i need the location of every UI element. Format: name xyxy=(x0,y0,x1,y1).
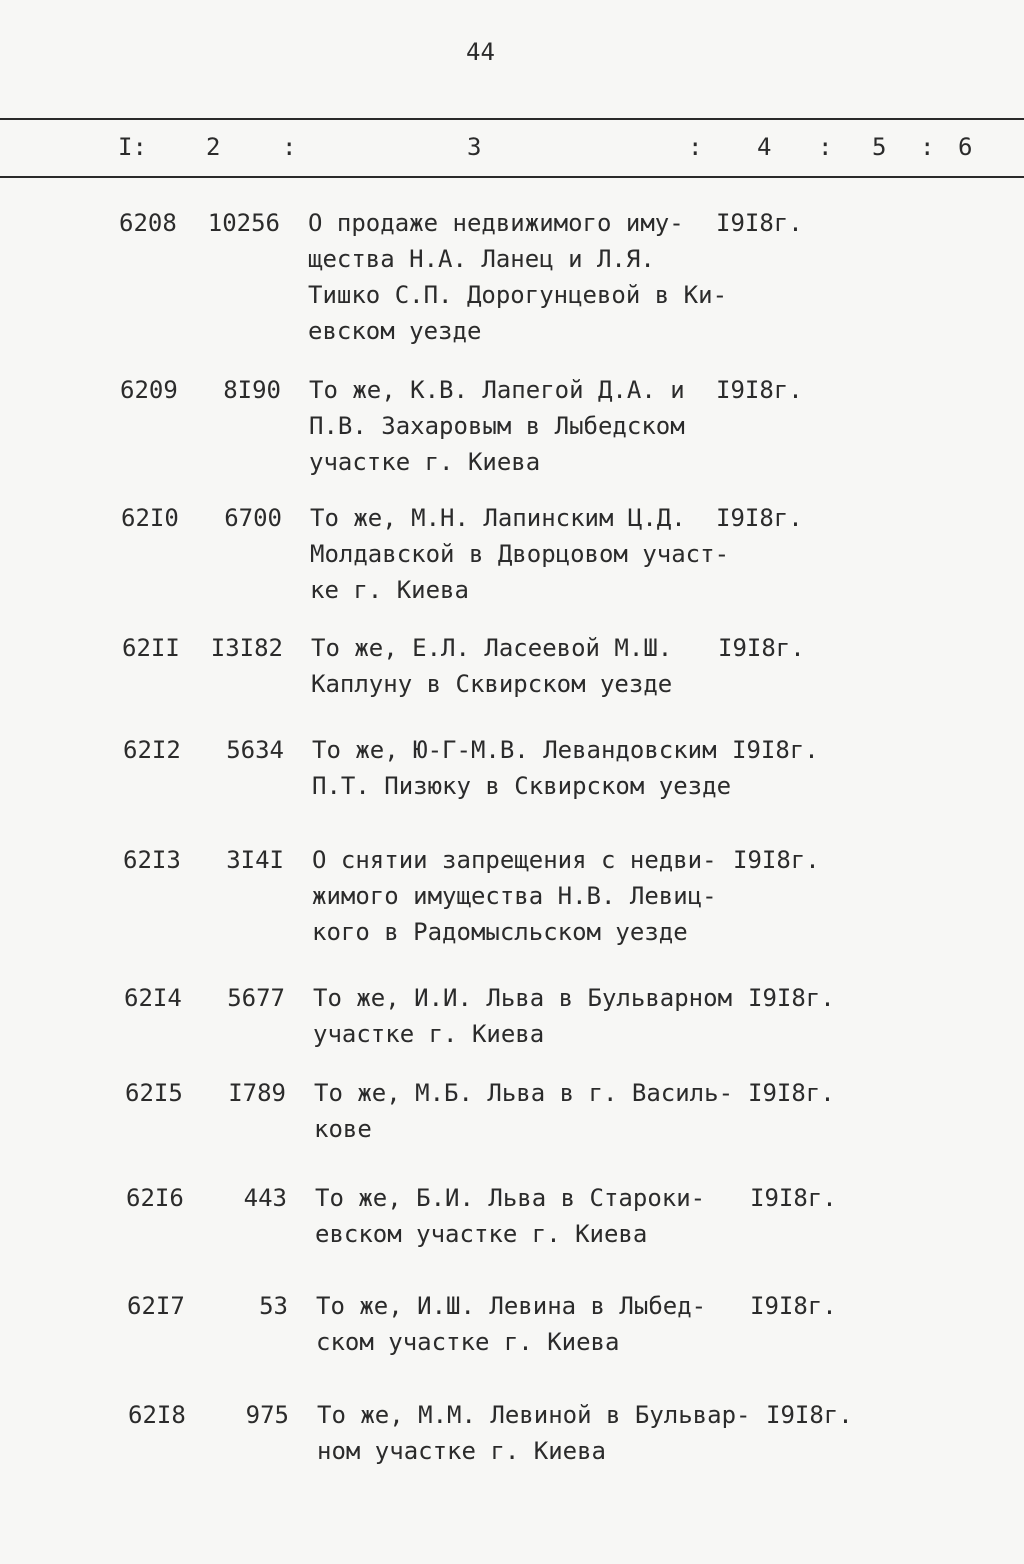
description-line: участке г. Киева xyxy=(313,1020,545,1048)
description-line: О снятии запрещения с недви- xyxy=(312,846,717,874)
page-number: 44 xyxy=(466,38,495,66)
column-separator: : xyxy=(282,133,297,161)
column-header-2: 2 xyxy=(206,133,221,161)
entry-description xyxy=(314,1075,734,1147)
column-header-4: 4 xyxy=(757,133,772,161)
header-bottom-rule xyxy=(0,176,1024,178)
entry-number: 62I3 xyxy=(123,846,181,874)
document-number: I789 xyxy=(228,1079,286,1107)
entry-year: I9I8г. xyxy=(732,736,819,764)
entry-year: I9I8г. xyxy=(750,1184,837,1212)
entry-year: I9I8г. xyxy=(750,1292,837,1320)
entry-description xyxy=(316,1288,736,1360)
entry-description xyxy=(308,205,728,349)
description-line: П.В. Захаровым в Лыбедском xyxy=(309,412,685,440)
entry-number: 62II xyxy=(122,634,180,662)
column-separator: : xyxy=(920,133,935,161)
document-number: 6700 xyxy=(224,504,282,532)
entry-number: 62I2 xyxy=(123,736,181,764)
description-line: кого в Радомысльском уезде xyxy=(312,918,688,946)
column-header-6: 6 xyxy=(958,133,973,161)
description-line: Молдавской в Дворцовом участ- xyxy=(310,540,730,568)
document-number: 5677 xyxy=(227,984,285,1012)
entry-year: I9I8г. xyxy=(766,1401,853,1429)
description-line: То же, И.И. Льва в Бульварном xyxy=(313,984,733,1012)
entry-number: 62I0 xyxy=(121,504,179,532)
entry-number: 62I6 xyxy=(126,1184,184,1212)
entry-year: I9I8г. xyxy=(748,1079,835,1107)
description-line: Тишко С.П. Дорогунцевой в Ки- xyxy=(308,281,728,309)
description-line: евском участке г. Киева xyxy=(315,1220,648,1248)
entry-number: 62I8 xyxy=(128,1401,186,1429)
description-line: Каплуну в Сквирском уезде xyxy=(311,670,673,698)
column-header-1: I: xyxy=(118,133,147,161)
document-number: 975 xyxy=(245,1401,289,1429)
entry-year: I9I8г. xyxy=(716,504,803,532)
description-line: То же, Ю-Г-М.В. Левандовским xyxy=(312,736,717,764)
description-line: То же, И.Ш. Левина в Лыбед- xyxy=(316,1292,707,1320)
entry-number: 62I4 xyxy=(124,984,182,1012)
description-line: евском уезде xyxy=(308,317,482,345)
document-number: 10256 xyxy=(207,209,280,237)
description-line: То же, Б.И. Льва в Староки- xyxy=(315,1184,706,1212)
column-header-3: 3 xyxy=(467,133,482,161)
document-number: I3I82 xyxy=(210,634,283,662)
document-number: 8I90 xyxy=(223,376,281,404)
entry-description xyxy=(313,980,733,1052)
entry-year: I9I8г. xyxy=(748,984,835,1012)
entry-description xyxy=(312,842,732,950)
entry-description xyxy=(311,630,731,702)
description-line: То же, К.В. Лапегой Д.А. и xyxy=(309,376,685,404)
document-number: 443 xyxy=(243,1184,287,1212)
description-line: ке г. Киева xyxy=(310,576,469,604)
document-number: 5634 xyxy=(226,736,284,764)
entry-number: 62I5 xyxy=(125,1079,183,1107)
entry-description xyxy=(310,500,730,608)
description-line: участке г. Киева xyxy=(309,448,541,476)
document-number: 3I4I xyxy=(226,846,284,874)
column-separator: : xyxy=(688,133,703,161)
description-line: щества Н.А. Ланец и Л.Я. xyxy=(308,245,655,273)
document-number: 53 xyxy=(259,1292,288,1320)
entry-description xyxy=(317,1397,751,1469)
description-line: То же, Е.Л. Ласеевой М.Ш. xyxy=(311,634,673,662)
entry-description xyxy=(309,372,729,480)
description-line: П.Т. Пизюку в Сквирском уезде xyxy=(312,772,732,800)
description-line: То же, М.Н. Лапинским Ц.Д. xyxy=(310,504,686,532)
description-line: ском участке г. Киева xyxy=(316,1328,620,1356)
description-line: То же, М.Б. Льва в г. Василь- xyxy=(314,1079,734,1107)
header-top-rule xyxy=(0,118,1024,120)
entry-year: I9I8г. xyxy=(716,209,803,237)
entry-year: I9I8г. xyxy=(716,376,803,404)
description-line: О продаже недвижимого иму- xyxy=(308,209,684,237)
entry-year: I9I8г. xyxy=(733,846,820,874)
entry-description xyxy=(315,1180,735,1252)
description-line: То же, М.М. Левиной в Бульвар- xyxy=(317,1401,751,1429)
entry-description xyxy=(312,732,732,804)
entry-year: I9I8г. xyxy=(718,634,805,662)
column-header-5: 5 xyxy=(872,133,887,161)
description-line: ном участке г. Киева xyxy=(317,1437,606,1465)
entry-number: 6209 xyxy=(120,376,178,404)
entry-number: 6208 xyxy=(119,209,177,237)
description-line: жимого имущества Н.В. Левиц- xyxy=(312,882,717,910)
description-line: кове xyxy=(314,1115,372,1143)
column-separator: : xyxy=(818,133,833,161)
entry-number: 62I7 xyxy=(127,1292,185,1320)
